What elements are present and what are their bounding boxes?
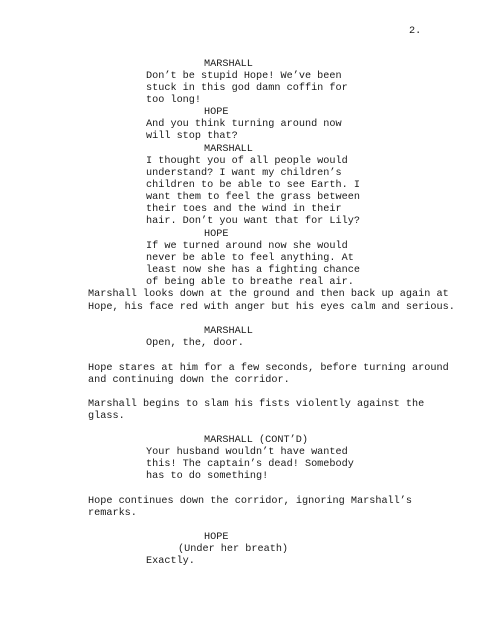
- action-line: Hope continues down the corridor, ignoring Marshall’s: [88, 496, 413, 507]
- action-line: Marshall looks down at the ground and then back up again at: [88, 289, 449, 300]
- dialogue-line: I thought you of all people would: [146, 156, 348, 167]
- dialogue-line: their toes and the wind in their: [146, 204, 342, 215]
- character-name: MARSHALL: [204, 59, 253, 70]
- dialogue-line: Your husband wouldn’t have wanted: [146, 447, 348, 458]
- dialogue-line: has to do something!: [146, 471, 269, 482]
- dialogue-line: hair. Don’t you want that for Lily?: [146, 216, 360, 227]
- dialogue-line: least now she has a fighting chance: [146, 265, 360, 276]
- dialogue-line: never be able to feel anything. At: [146, 253, 354, 264]
- character-name: HOPE: [204, 229, 229, 240]
- page-number: 2.: [409, 26, 422, 37]
- action-line: and continuing down the corridor.: [88, 375, 290, 386]
- dialogue-line: Open, the, door.: [146, 338, 244, 349]
- character-name: HOPE: [204, 107, 229, 118]
- dialogue-line: this! The captain’s dead! Somebody: [146, 459, 354, 470]
- action-line: Hope, his face red with anger but his eyes calm and serious.: [88, 302, 455, 313]
- dialogue-line: will stop that?: [146, 131, 238, 142]
- dialogue-line: understand? I want my children’s: [146, 168, 342, 179]
- dialogue-line: And you think turning around now: [146, 119, 342, 130]
- dialogue-line: too long!: [146, 95, 202, 106]
- dialogue-line: Exactly.: [146, 556, 195, 567]
- dialogue-line: Don’t be stupid Hope! We’ve been: [146, 71, 342, 82]
- action-line: Marshall begins to slam his fists violently against the: [88, 399, 425, 410]
- dialogue-line: children to be able to see Earth. I: [146, 180, 360, 191]
- character-name: HOPE: [204, 532, 229, 543]
- character-name: MARSHALL (CONT’D): [204, 435, 308, 446]
- character-name: MARSHALL: [204, 144, 253, 155]
- action-line: remarks.: [88, 508, 137, 519]
- character-name: MARSHALL: [204, 326, 253, 337]
- dialogue-line: stuck in this god damn coffin for: [146, 83, 348, 94]
- action-line: Hope stares at him for a few seconds, before turning around: [88, 363, 449, 374]
- dialogue-line: If we turned around now she would: [146, 241, 348, 252]
- dialogue-line: of being able to breathe real air.: [146, 277, 354, 288]
- action-line: glass.: [88, 411, 125, 422]
- parenthetical: (Under her breath): [178, 544, 289, 555]
- dialogue-line: want them to feel the grass between: [146, 192, 360, 203]
